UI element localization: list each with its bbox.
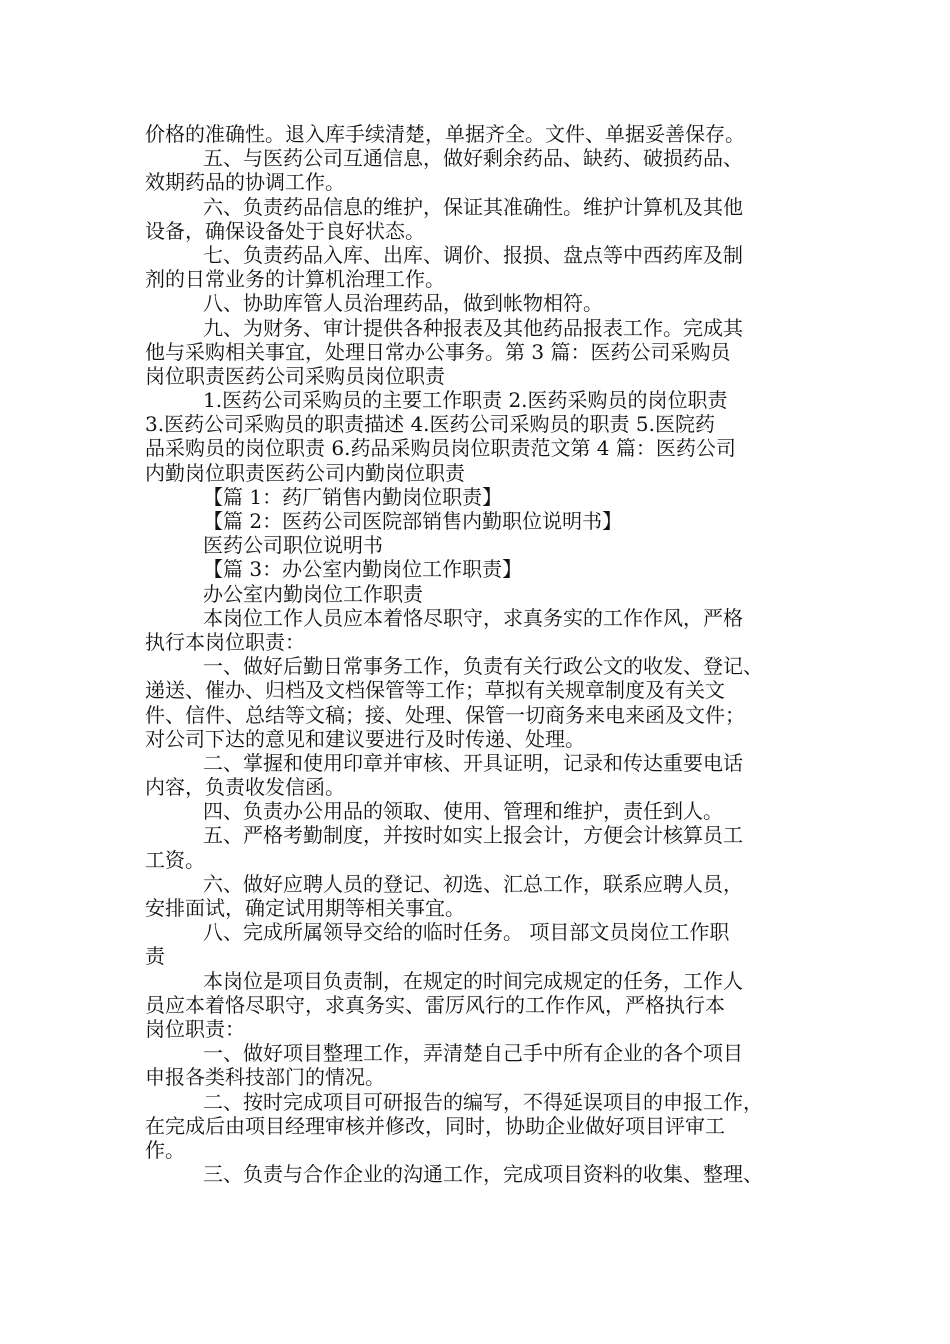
text-line: 品采购员的岗位职责 6.药品采购员岗位职责范文第 4 篇：医药公司 [145, 436, 736, 461]
text-line: 3.医药公司采购员的职责描述 4.医药公司采购员的职责 5.医院药 [145, 412, 715, 437]
text-line: 执行本岗位职责： [145, 629, 305, 654]
text-line: 在完成后由项目经理审核并修改，同时，协助企业做好项目评审工 [145, 1113, 725, 1138]
text-line: 六、负责药品信息的维护，保证其准确性。维护计算机及其他 [203, 194, 743, 219]
text-line: 对公司下达的意见和建议要进行及时传递、处理。 [145, 726, 585, 751]
text-line: 剂的日常业务的计算机治理工作。 [145, 267, 445, 292]
text-line: 内勤岗位职责医药公司内勤岗位职责 [145, 460, 465, 485]
text-line: 三、负责与合作企业的沟通工作，完成项目资料的收集、整理、 [203, 1162, 763, 1187]
text-line: 【篇 2：医药公司医院部销售内勤职位说明书】 [203, 509, 623, 533]
text-line: 五、严格考勤制度，并按时如实上报会计，方便会计核算员工 [203, 823, 743, 848]
text-line: 五、与医药公司互通信息，做好剩余药品、缺药、破损药品、 [203, 146, 743, 171]
text-line: 本岗位工作人员应本着恪尽职守，求真务实的工作作风，严格 [203, 605, 743, 630]
text-line: 他与采购相关事宜，处理日常办公事务。第 3 篇：医药公司采购员 [145, 339, 731, 364]
text-line: 九、为财务、审计提供各种报表及其他药品报表工作。完成其 [203, 315, 743, 340]
text-line: 申报各类科技部门的情况。 [145, 1065, 385, 1090]
text-line: 责 [145, 944, 165, 969]
text-line: 六、做好应聘人员的登记、初选、汇总工作，联系应聘人员， [203, 871, 743, 896]
text-line: 本岗位是项目负责制，在规定的时间完成规定的任务，工作人 [203, 968, 743, 993]
text-line: 递送、催办、归档及文档保管等工作；草拟有关规章制度及有关文 [145, 678, 725, 703]
text-line: 【篇 1：药厂销售内勤岗位职责】 [203, 484, 503, 509]
text-line: 二、掌握和使用印章并审核、开具证明，记录和传达重要电话 [203, 750, 743, 775]
text-line: 【篇 3：办公室内勤岗位工作职责】 [203, 557, 523, 582]
text-line: 七、负责药品入库、出库、调价、报损、盘点等中西药库及制 [203, 242, 743, 267]
text-line: 一、做好项目整理工作，弄清楚自己手中所有企业的各个项目 [203, 1041, 743, 1066]
text-line: 设备，确保设备处于良好状态。 [145, 218, 425, 243]
text-line: 效期药品的协调工作。 [145, 170, 345, 195]
text-line: 安排面试，确定试用期等相关事宜。 [145, 896, 465, 920]
text-line: 二、按时完成项目可研报告的编写，不得延误项目的申报工作， [203, 1089, 763, 1114]
text-line: 员应本着恪尽职守，求真务实、雷厉风行的工作作风，严格执行本 [145, 992, 725, 1017]
text-line: 岗位职责： [145, 1016, 245, 1041]
text-line: 办公室内勤岗位工作职责 [203, 581, 423, 606]
text-line: 四、负责办公用品的领取、使用、管理和维护，责任到人。 [203, 799, 723, 824]
text-line: 医药公司职位说明书 [203, 533, 383, 558]
document-page [145, 122, 825, 1186]
text-line: 价格的准确性。退入库手续清楚，单据齐全。文件、单据妥善保存。 [145, 122, 745, 146]
text-line: 1.医药公司采购员的主要工作职责 2.医药采购员的岗位职责 [203, 388, 728, 413]
text-line: 一、做好后勤日常事务工作，负责有关行政公文的收发、登记、 [203, 654, 763, 679]
text-line: 件、信件、总结等文稿；接、处理、保管一切商务来电来函及文件； [145, 702, 745, 727]
text-line: 工资。 [145, 847, 205, 872]
text-line: 八、协助库管人员治理药品，做到帐物相符。 [203, 291, 603, 316]
text-line: 岗位职责医药公司采购员岗位职责 [145, 363, 445, 388]
text-line: 作。 [145, 1137, 185, 1162]
text-line: 八、完成所属领导交给的临时任务。 项目部文员岗位工作职 [203, 920, 730, 945]
text-line: 内容，负责收发信函。 [145, 775, 345, 800]
